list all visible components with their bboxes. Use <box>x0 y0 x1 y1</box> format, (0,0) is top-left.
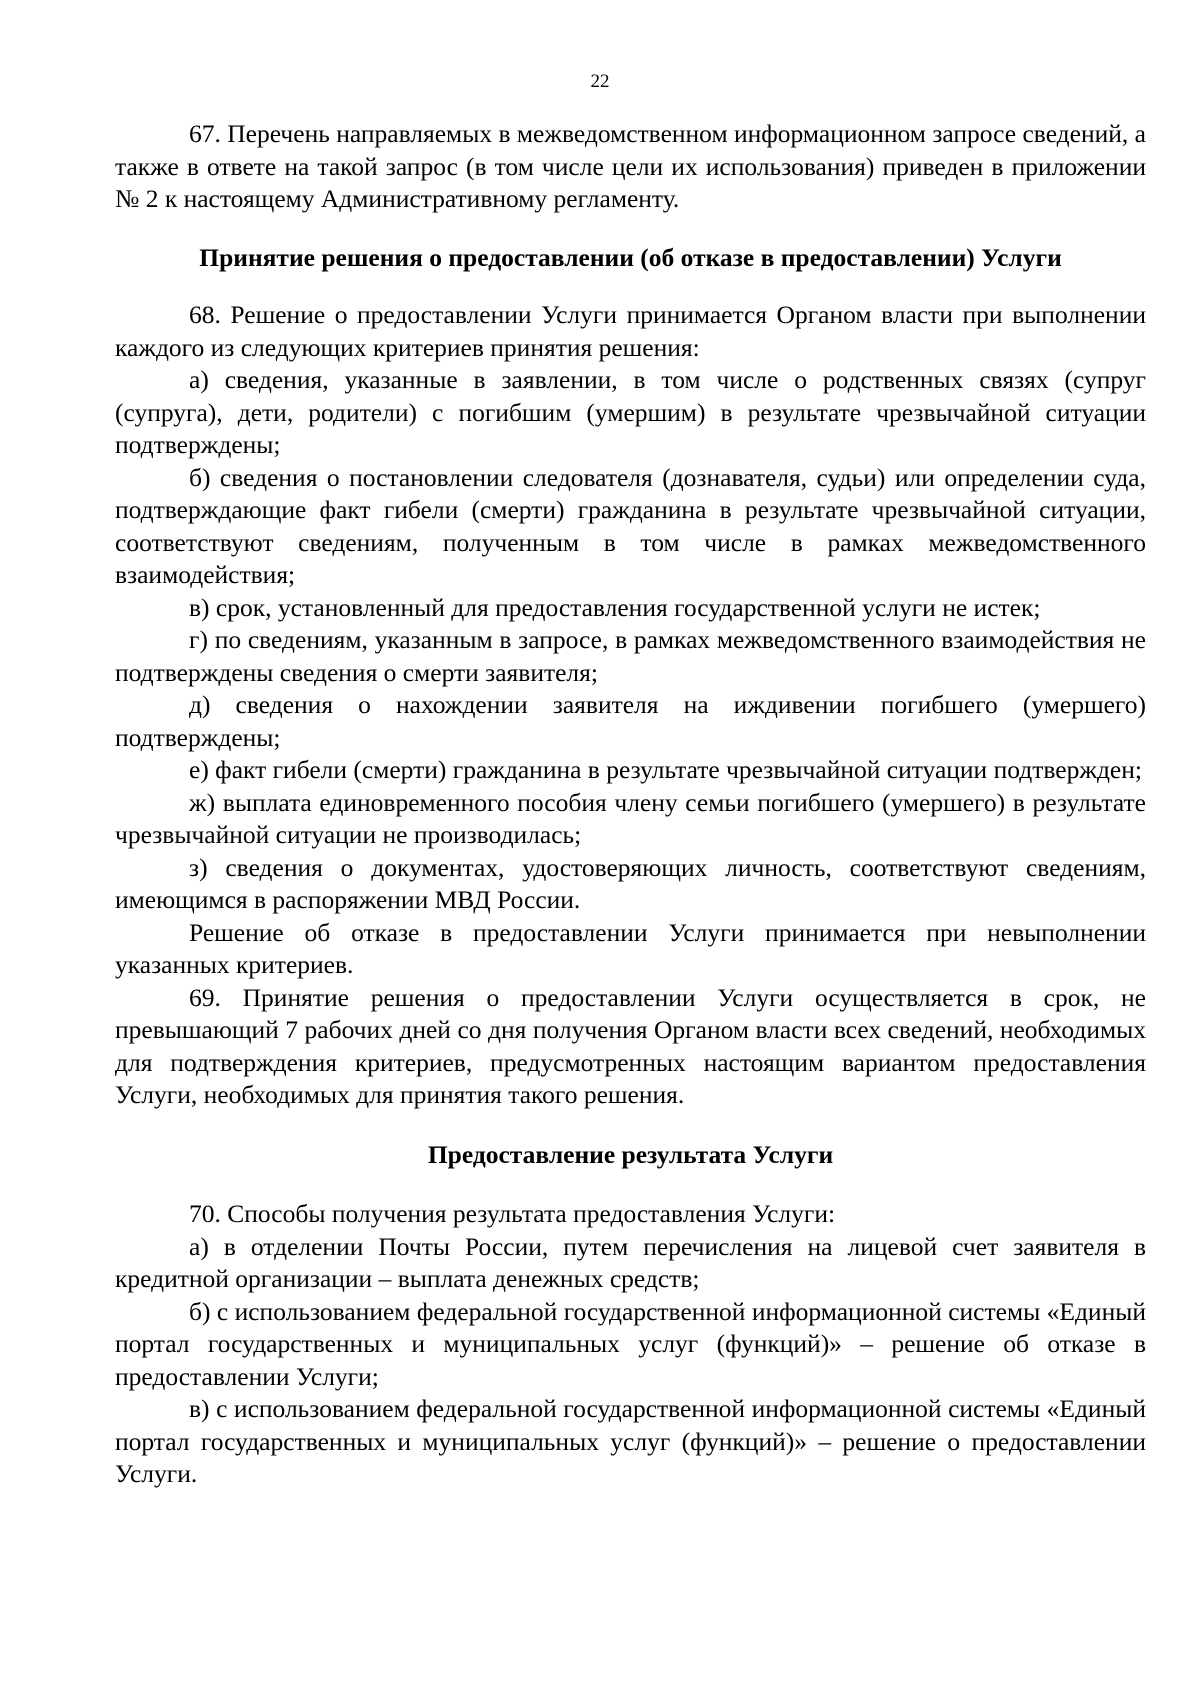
criterion-z: з) сведения о документах, удостоверяющих личность, соответствуют сведениям, имеющимся в распоряжении МВД России. <box>115 852 1146 914</box>
section-heading-decision: Принятие решения о предоставлении (об отказе в предоставлении) Услуги <box>199 242 1062 272</box>
criterion-zh: ж) выплата единовременного пособия члену семьи погибшего (умершего) в результате чрезвычайной ситуации не производилась; <box>115 787 1146 849</box>
method-a: а) в отделении Почты России, путем перечисления на лицевой счет заявителя в кредитной организации – выплата денежных средств; <box>115 1231 1146 1293</box>
criterion-d: д) сведения о нахождении заявителя на иждивении погибшего (умершего) подтверждены; <box>115 690 1146 752</box>
document-body <box>115 118 1146 1491</box>
criterion-g: г) по сведениям, указанным в запросе, в рамках межведомственного взаимодействия не подтверждены сведения о смерти заявителя; <box>115 625 1146 687</box>
refusal-paragraph: Решение об отказе в предоставлении Услуги принимается при невыполнении указанных критериев. <box>115 917 1146 979</box>
section-heading-result: Предоставление результата Услуги <box>427 1139 834 1169</box>
criterion-b: б) сведения о постановлении следователя (дознавателя, судьи) или определении суда, подтверждающие факт гибели (смерти) гражданина в результате чрезвычайной ситуации, соответствуют сведениям, полученным в том числе в рамках межведомственного взаимодействия; <box>115 462 1146 589</box>
paragraph-70: 70. Способы получения результата предоставления Услуги: <box>189 1199 836 1228</box>
criterion-a: а) сведения, указанные в заявлении, в том числе о родственных связях (супруг (супруга), дети, родители) с погибшим (умершим) в результате чрезвычайной ситуации подтверждены; <box>115 365 1146 459</box>
paragraph-69: 69. Принятие решения о предоставлении Услуги осуществляется в срок, не превышающий 7 рабочих дней со дня получения Органом власти всех сведений, необходимых для подтверждения критериев, предусмотренных настоящим вариантом предоставления Услуги, необходимых для принятия такого решения. <box>115 982 1146 1109</box>
criterion-v: в) срок, установленный для предоставления государственной услуги не истек; <box>189 592 1041 622</box>
page-number: 22 <box>590 71 610 92</box>
paragraph-68: 68. Решение о предоставлении Услуги принимается Органом власти при выполнении каждого из следующих критериев принятия решения: <box>115 300 1146 362</box>
method-b: б) с использованием федеральной государственной информационной системы «Единый портал государственных и муниципальных услуг (функций)» – решение об отказе в предоставлении Услуги; <box>115 1296 1146 1391</box>
criterion-e: е) факт гибели (смерти) гражданина в результате чрезвычайной ситуации подтвержден; <box>189 755 1142 784</box>
paragraph-67: 67. Перечень направляемых в межведомственном информационном запросе сведений, а также в ответе на такой запрос (в том числе цели их использования) приведен в приложении № 2 к настоящему Административному регламенту. <box>115 119 1146 213</box>
method-v: в) с использованием федеральной государственной информационной системы «Единый портал государственных и муниципальных услуг (функций)» – решение о предоставлении Услуги. <box>115 1394 1146 1488</box>
